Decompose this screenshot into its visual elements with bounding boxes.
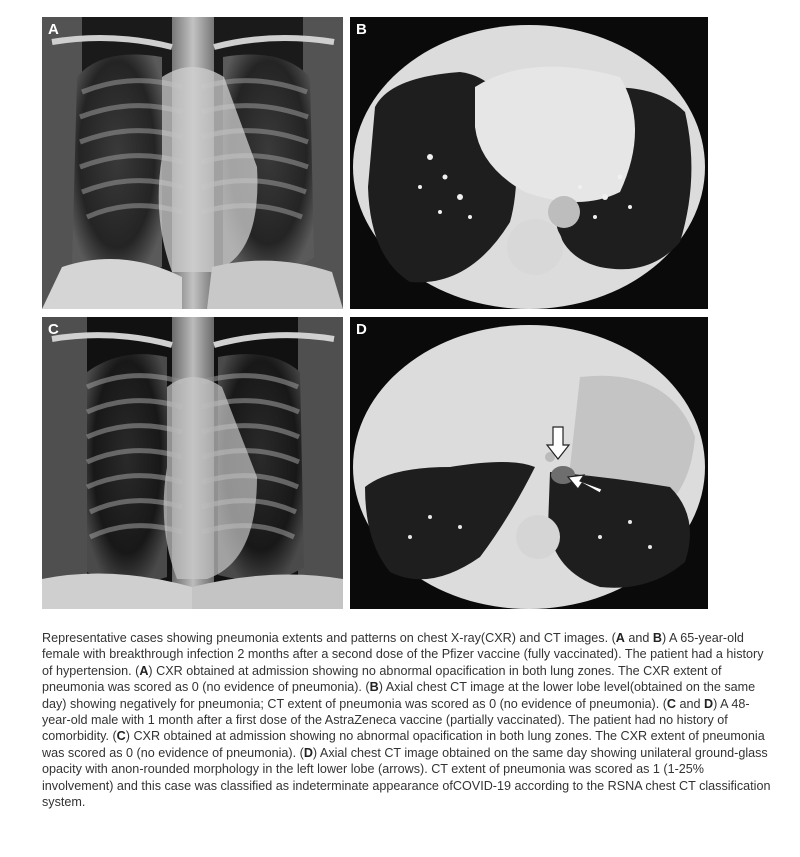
figure-caption: Representative cases showing pneumonia extents and patterns on chest X-ray(CXR) and CT images. (A and B) A 65-year-old female with breakthrough infection 2 months after a second dose of the Pfizer vaccine (fully vaccinated). The patient had a history of hypertension. (A) CXR obtained at admission showing no abnormal opacification in both lung zones. The CXR extent of pneumonia was scored as 0 (no evidence of pneumonia). (B) Axial chest CT image at the lower lobe level(obtained on the same day) showing negatively for pneumonia; CT extent of pneumonia was scored as 0 (no evidence of pneumonia). (C and D) A 48-year-old male with 1 month after a first dose of the AstraZeneca vaccine (partially vaccinated). The patient had no history of comorbidity. (C) CXR obtained at admission showing no abnormal opacification in both lung zones. The CXR extent of pneumonia was scored as 0 (no evidence of pneumonia). (D) Axial chest CT image obtained on the same day showing unilateral ground-glass opacity with anon-rounded morphology in the left lower lobe (arrows). CT extent of pneumonia was scored as 1 (1-25% involvement) and this case was classified as indeterminate appearance ofCOVID-19 according to the RSNA chest CT classification system. [42, 631, 771, 810]
panel-a-chest-xray [42, 17, 343, 309]
axial-ct-image-d [350, 317, 708, 609]
chest-xray-image-c [42, 317, 343, 609]
panel-b-axial-ct [350, 17, 708, 309]
panel-label: A [48, 21, 59, 38]
panel-c-chest-xray [42, 317, 343, 609]
chest-xray-image-a [42, 17, 343, 309]
panel-d-axial-ct [350, 317, 708, 609]
panel-label: D [356, 321, 367, 338]
panel-label: C [48, 321, 59, 338]
axial-ct-image-b [350, 17, 708, 309]
panel-label: B [356, 21, 367, 38]
